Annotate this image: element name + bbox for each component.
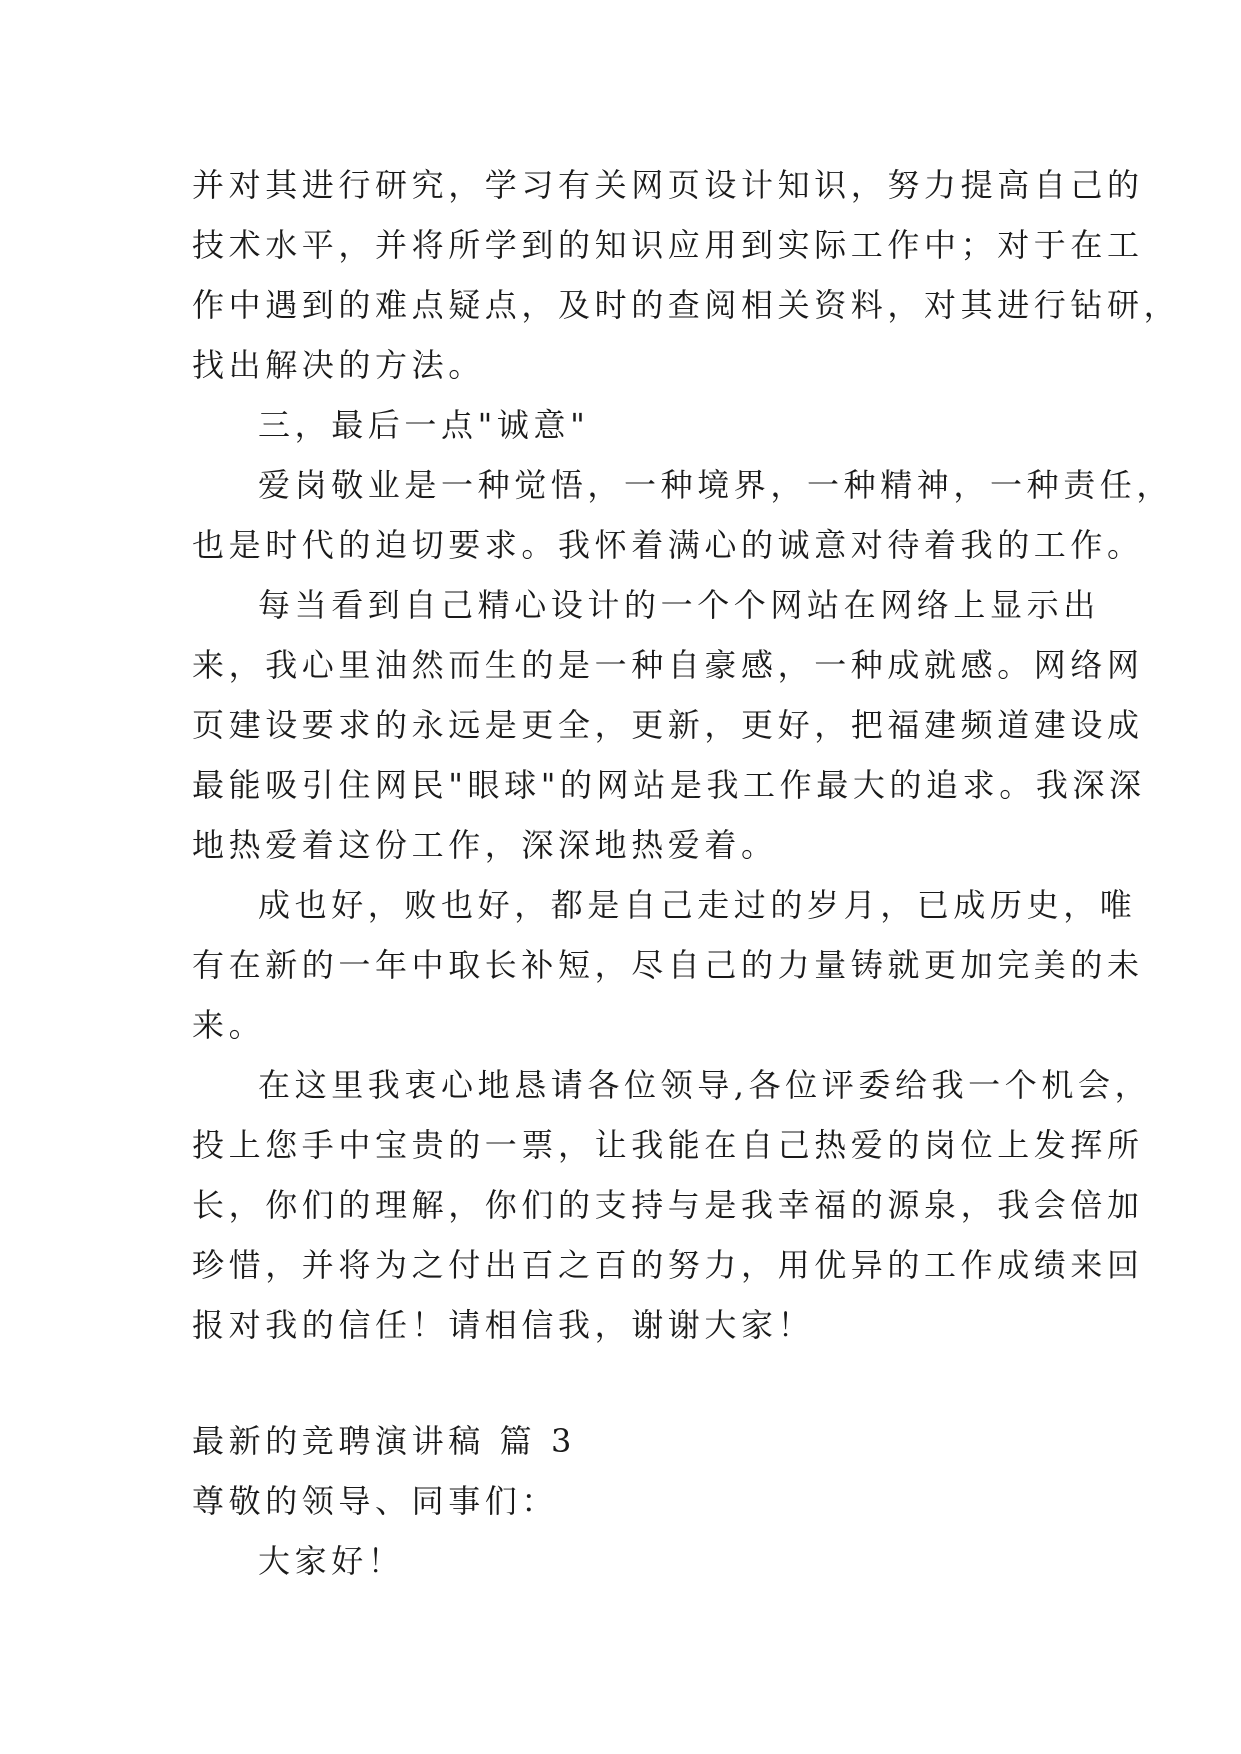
paragraph-line: 在这里我衷心地恳请各位领导,各位评委给我一个机会， xyxy=(258,1066,1152,1104)
paragraph-line: 投上您手中宝贵的一票，让我能在自己热爱的岗位上发挥所 xyxy=(192,1126,1144,1164)
paragraph-line: 找出解决的方法。 xyxy=(192,346,485,384)
article-title: 最新的竞聘演讲稿 篇 3 xyxy=(192,1422,576,1460)
paragraph-line: 报对我的信任！请相信我，谢谢大家！ xyxy=(192,1306,815,1344)
paragraph-line: 也是时代的迫切要求。我怀着满心的诚意对待着我的工作。 xyxy=(192,526,1144,564)
paragraph-line: 最能吸引住网民"眼球"的网站是我工作最大的追求。我深深 xyxy=(192,766,1146,804)
paragraph-line: 长，你们的理解，你们的支持与是我幸福的源泉，我会倍加 xyxy=(192,1186,1144,1224)
paragraph-line: 来，我心里油然而生的是一种自豪感，一种成就感。网络网 xyxy=(192,646,1144,684)
paragraph-line: 有在新的一年中取长补短，尽自己的力量铸就更加完美的未 xyxy=(192,946,1144,984)
paragraph-line: 作中遇到的难点疑点，及时的查阅相关资料，对其进行钻研， xyxy=(192,286,1181,324)
paragraph-line: 珍惜，并将为之付出百之百的努力，用优异的工作成绩来回 xyxy=(192,1246,1144,1284)
greeting: 大家好！ xyxy=(258,1542,405,1580)
paragraph-line: 技术水平，并将所学到的知识应用到实际工作中；对于在工 xyxy=(192,226,1144,264)
paragraph-line: 来。 xyxy=(192,1006,266,1044)
paragraph-line: 并对其进行研究，学习有关网页设计知识，努力提高自己的 xyxy=(192,166,1144,204)
section-heading: 三，最后一点"诚意" xyxy=(258,406,590,444)
salutation: 尊敬的领导、同事们： xyxy=(192,1482,559,1520)
paragraph-line: 爱岗敬业是一种觉悟，一种境界，一种精神，一种责任， xyxy=(258,466,1174,504)
paragraph-line: 地热爱着这份工作，深深地热爱着。 xyxy=(192,826,778,864)
paragraph-line: 每当看到自己精心设计的一个个网站在网络上显示出 xyxy=(258,586,1100,624)
paragraph-line: 页建设要求的永远是更全，更新，更好，把福建频道建设成 xyxy=(192,706,1144,744)
paragraph-line: 成也好，败也好，都是自己走过的岁月，已成历史，唯 xyxy=(258,886,1137,924)
